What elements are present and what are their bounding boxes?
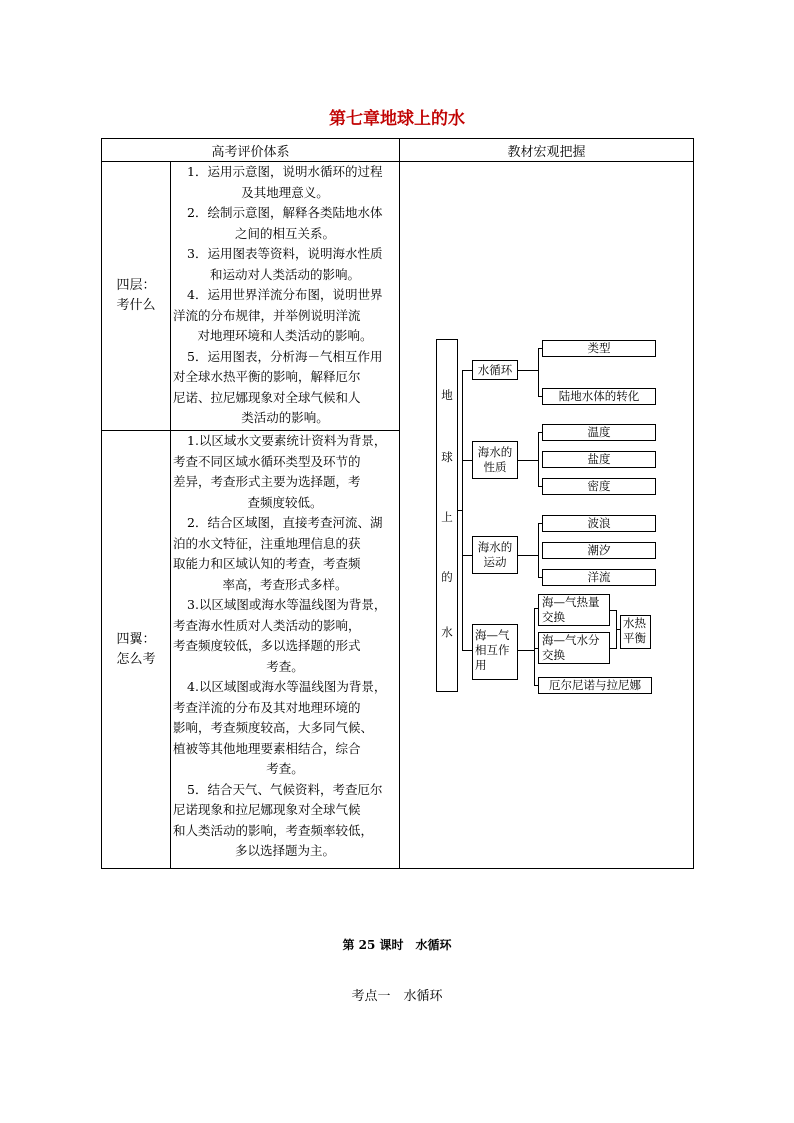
row2-label-line1: 四翼：	[116, 631, 156, 647]
concept-map-cell	[400, 162, 694, 869]
row1-content	[171, 162, 400, 431]
connector	[538, 523, 539, 577]
connector	[518, 650, 534, 651]
row2-item	[173, 431, 397, 513]
leaf-label: 密度	[587, 479, 611, 493]
leaf-density	[542, 478, 656, 495]
item-line: 多以选择题为主。	[235, 843, 336, 858]
lesson-title: 第 25 课时 水循环	[342, 938, 452, 952]
branch-label: 运动	[483, 555, 507, 569]
item-line: 考查。	[266, 658, 304, 674]
leaf-enso	[538, 677, 652, 694]
row2-item	[173, 677, 397, 780]
item-line: 查频度较低。	[247, 494, 323, 510]
connector	[518, 460, 538, 461]
leaf-label: 类型	[587, 341, 611, 355]
leaf-label: 水热	[623, 616, 647, 630]
item-line: 2．绘制示意图，解释各类陆地水体	[187, 205, 383, 220]
item-line: 考查频度较低，多以选择题的形式	[173, 638, 361, 653]
item-line: 5．结合天气、气候资料，考查厄尔	[187, 781, 383, 797]
item-line: 对地理环境和人类活动的影响。	[197, 328, 373, 343]
item-line: 影响，考查频度较高，大多同气候、	[173, 720, 374, 735]
leaf-label: 交换	[542, 610, 566, 624]
item-line: 和运动对人类活动的影响。	[210, 266, 361, 282]
item-line: 4．运用世界洋流分布图，说明世界	[187, 287, 383, 302]
root-char: 上	[441, 510, 453, 524]
item-line: 3．运用图表等资料，说明海水性质	[187, 246, 383, 261]
item-line: 3.以区域图或海水等温线图为背景，	[187, 597, 387, 612]
item-line: 取能力和区域认知的考查，考查频	[173, 556, 361, 571]
root-char: 的	[441, 570, 453, 584]
row1-label	[102, 162, 171, 431]
leaf-label: 海—气热量	[542, 595, 600, 609]
item-line: 5．运用图表，分析海－气相互作用	[187, 348, 383, 364]
connector	[462, 370, 463, 650]
item-line: 植被等其他地理要素相结合，综合	[173, 740, 361, 756]
branch-air-sea-interaction	[472, 624, 518, 680]
chapter-title: 第七章地球上的水	[329, 109, 465, 129]
item-line: 4.以区域图或海水等温线图为背景，	[187, 679, 387, 694]
branch-label: 水循环	[477, 362, 513, 377]
item-line: 和人类活动的影响，考查频率较低，	[173, 822, 374, 838]
leaf-label: 温度	[587, 425, 611, 439]
connector	[534, 608, 535, 685]
branch-label: 相互作	[475, 643, 510, 657]
leaf-heat-water-balance	[620, 615, 651, 649]
connector	[462, 460, 472, 461]
connector	[462, 555, 472, 556]
item-line: 差异，考查形式主要为选择题，考	[173, 474, 361, 489]
leaf-label: 潮汐	[587, 543, 611, 557]
connector	[518, 555, 538, 556]
leaf-tides	[542, 542, 656, 559]
leaf-label: 盐度	[587, 452, 611, 466]
connector	[518, 370, 538, 371]
row2-item	[173, 513, 397, 595]
branch-seawater-motion	[472, 536, 518, 574]
leaf-heat-exchange	[538, 594, 610, 626]
row1-item	[173, 203, 397, 244]
row1-label-line1: 四层：	[116, 278, 156, 293]
leaf-label: 交换	[542, 648, 566, 662]
item-line: 考查。	[266, 761, 304, 776]
leaf-label: 海—气水分	[542, 633, 600, 647]
item-line: 尼诺现象和拉尼娜现象对全球气候	[173, 802, 361, 817]
leaf-currents	[542, 569, 656, 586]
item-line: 考查洋流的分布及其对地理环境的	[173, 699, 361, 715]
leaf-waves	[542, 515, 656, 532]
leaf-label: 陆地水体的转化	[558, 389, 640, 403]
item-line: 1．运用示意图，说明水循环的过程	[187, 164, 383, 179]
row1-item	[173, 347, 397, 429]
branch-label: 海—气	[475, 628, 510, 642]
connector	[462, 370, 472, 371]
row-kaoshenme	[102, 162, 694, 431]
leaf-label: 平衡	[623, 631, 647, 645]
connector	[458, 510, 462, 511]
connector	[538, 348, 539, 396]
col1-header: 高考评价体系	[102, 139, 400, 162]
item-line: 类活动的影响。	[241, 410, 329, 425]
row1-item	[173, 162, 397, 203]
item-line: 及其地理意义。	[241, 184, 329, 200]
item-line: 洋流的分布规律，并举例说明洋流	[173, 307, 361, 323]
row2-label	[102, 431, 171, 869]
row2-content	[171, 431, 400, 869]
leaf-salinity	[542, 451, 656, 468]
section-title: 考点一 水循环	[351, 989, 443, 1004]
item-line: 考查不同区域水循环类型及环节的	[173, 453, 361, 469]
leaf-temperature	[542, 424, 656, 441]
root-char: 水	[441, 625, 453, 639]
item-line: 考查海水性质对人类活动的影响，	[173, 617, 361, 633]
root-char: 地	[441, 388, 453, 402]
item-line: 率高，考查形式多样。	[222, 576, 348, 592]
overview-table	[101, 138, 694, 869]
item-line: 泊的水文特征，注重地理信息的获	[173, 535, 361, 551]
leaf-label: 洋流	[587, 570, 611, 584]
row1-label-line2: 考什么	[116, 298, 156, 313]
header-row	[102, 139, 694, 162]
map-root	[436, 339, 458, 692]
item-line: 对全球水热平衡的影响，解释厄尔	[173, 369, 361, 384]
leaf-type	[542, 340, 656, 357]
item-line: 1.以区域水文要素统计资料为背景，	[187, 433, 387, 448]
row1-item	[173, 285, 397, 347]
branch-label: 用	[475, 658, 487, 672]
col2-header: 教材宏观把握	[400, 139, 694, 162]
connector	[462, 650, 472, 651]
item-line: 2．结合区域图，直接考查河流、湖	[187, 515, 383, 530]
branch-water-cycle	[472, 360, 518, 380]
branch-seawater-properties	[472, 441, 518, 479]
branch-label: 性质	[483, 460, 507, 474]
branch-label: 海水的	[477, 445, 513, 459]
leaf-water-exchange	[538, 632, 610, 664]
leaf-land-water	[542, 388, 656, 405]
item-line: 之间的相互关系。	[235, 225, 336, 241]
connector	[538, 432, 539, 486]
branch-label: 海水的	[477, 540, 513, 554]
row2-item	[173, 780, 397, 862]
leaf-label: 厄尔尼诺与拉尼娜	[549, 678, 642, 692]
item-line: 尼诺、拉尼娜现象对全球气候和人	[173, 389, 361, 405]
row2-item	[173, 595, 397, 677]
root-char: 球	[441, 450, 453, 464]
row2-label-line2: 怎么考	[116, 651, 156, 667]
leaf-label: 波浪	[587, 516, 611, 530]
row1-item	[173, 244, 397, 285]
